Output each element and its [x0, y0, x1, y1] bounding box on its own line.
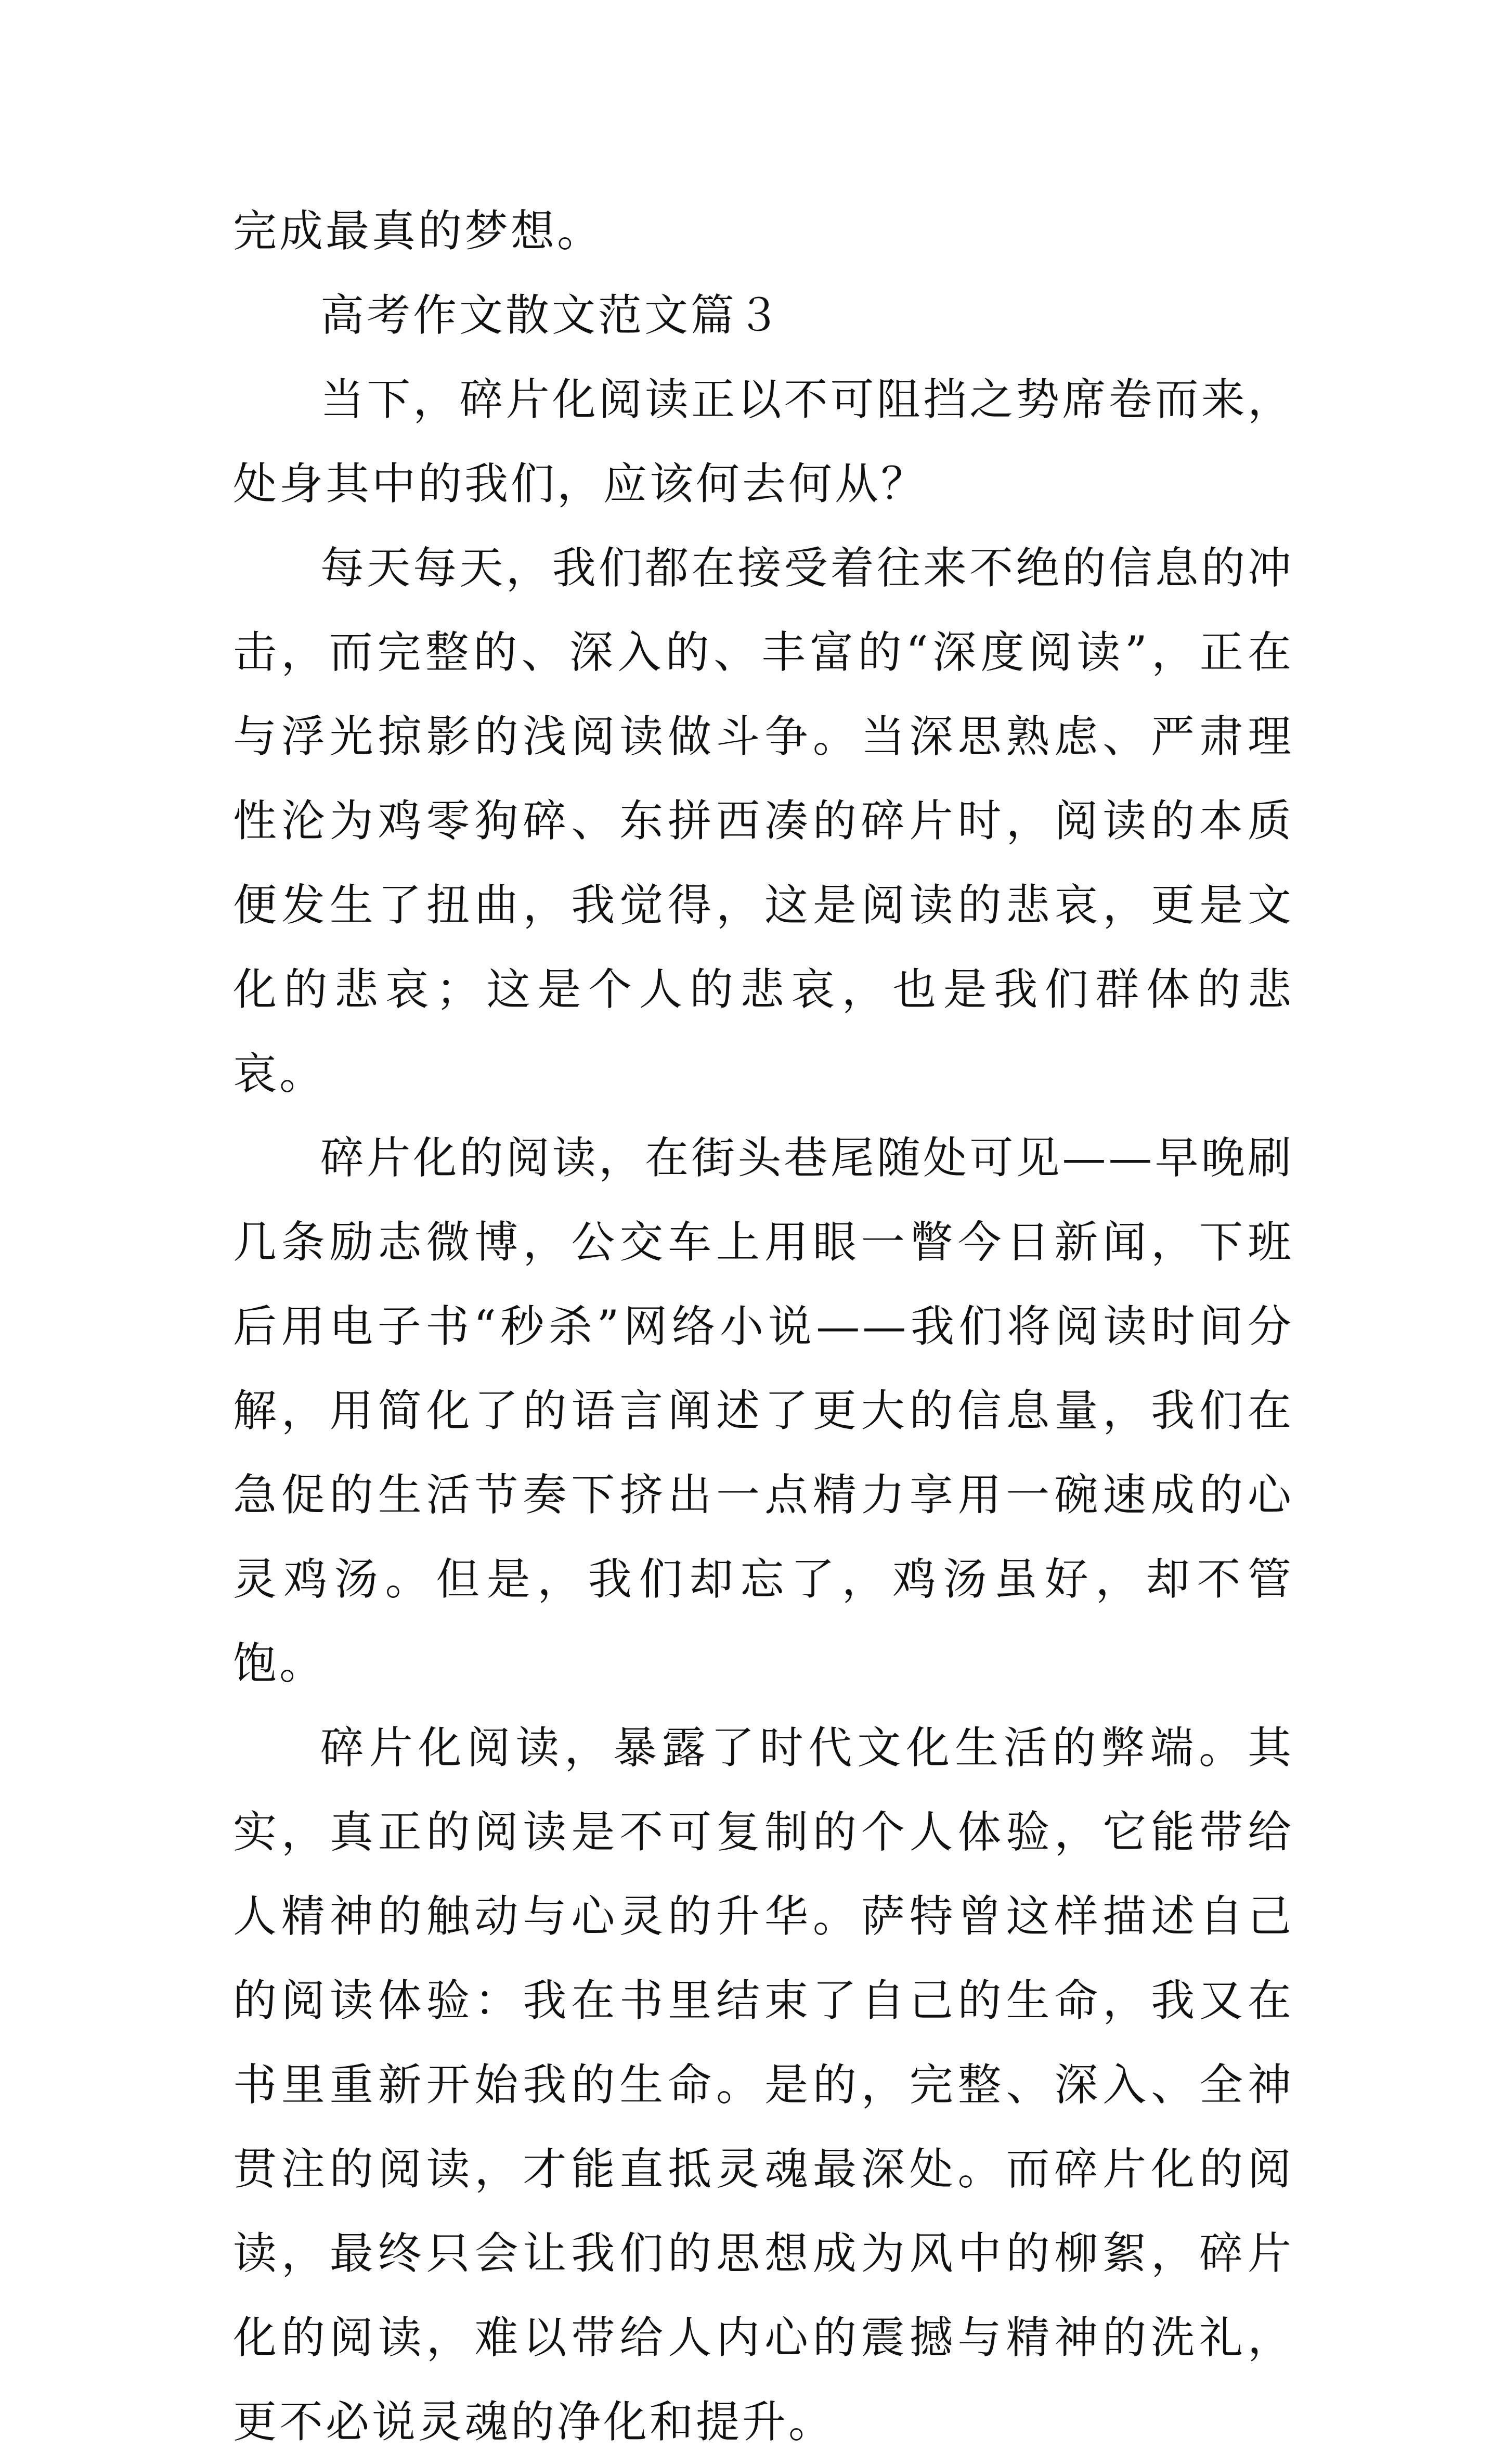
paragraph-continuation: 完成最真的梦想。 — [233, 205, 604, 256]
paragraph-1: 当下，碎片化阅读正以不可阻挡之势席卷而来，处身其中的我们，应该何去何从？ — [233, 374, 1294, 509]
essay-body — [233, 189, 1294, 2464]
paragraph-4: 碎片化阅读，暴露了时代文化生活的弊端。其实，真正的阅读是不可复制的个人体验，它能带给人精神的触动与心灵的升华。萨特曾这样描述自己的阅读体验：我在书里结束了自己的生命，我又在书里重新开始我的生命。是的，完整、深入、全神贯注的阅读，才能直抵灵魂最深处。而碎片化的阅读，最终只会让我们的思想成为风中的柳絮，碎片化的阅读，难以带给人内心的震撼与精神的洗礼，更不必说灵魂的净化和提升。 — [233, 1722, 1294, 2447]
paragraph-2: 每天每天，我们都在接受着往来不绝的信息的冲击，而完整的、深入的、丰富的“深度阅读”，正在与浮光掠影的浅阅读做斗争。当深思熟虑、严肃理性沦为鸡零狗碎、东拼西凑的碎片时，阅读的本质便发生了扭曲，我觉得，这是阅读的悲哀，更是文化的悲哀；这是个人的悲哀，也是我们群体的悲哀。 — [233, 543, 1294, 1099]
essay-title: 高考作文散文范文篇３ — [320, 290, 784, 341]
paragraph-3: 碎片化的阅读，在街头巷尾随处可见——早晚刷几条励志微博，公交车上用眼一瞥今日新闻，下班后用电子书“秒杀”网络小说——我们将阅读时间分解，用简化了的语言阐述了更大的信息量，我们在急促的生活节奏下挤出一点精力享用一碗速成的心灵鸡汤。但是，我们却忘了，鸡汤虽好，却不管饱。 — [233, 1132, 1294, 1689]
